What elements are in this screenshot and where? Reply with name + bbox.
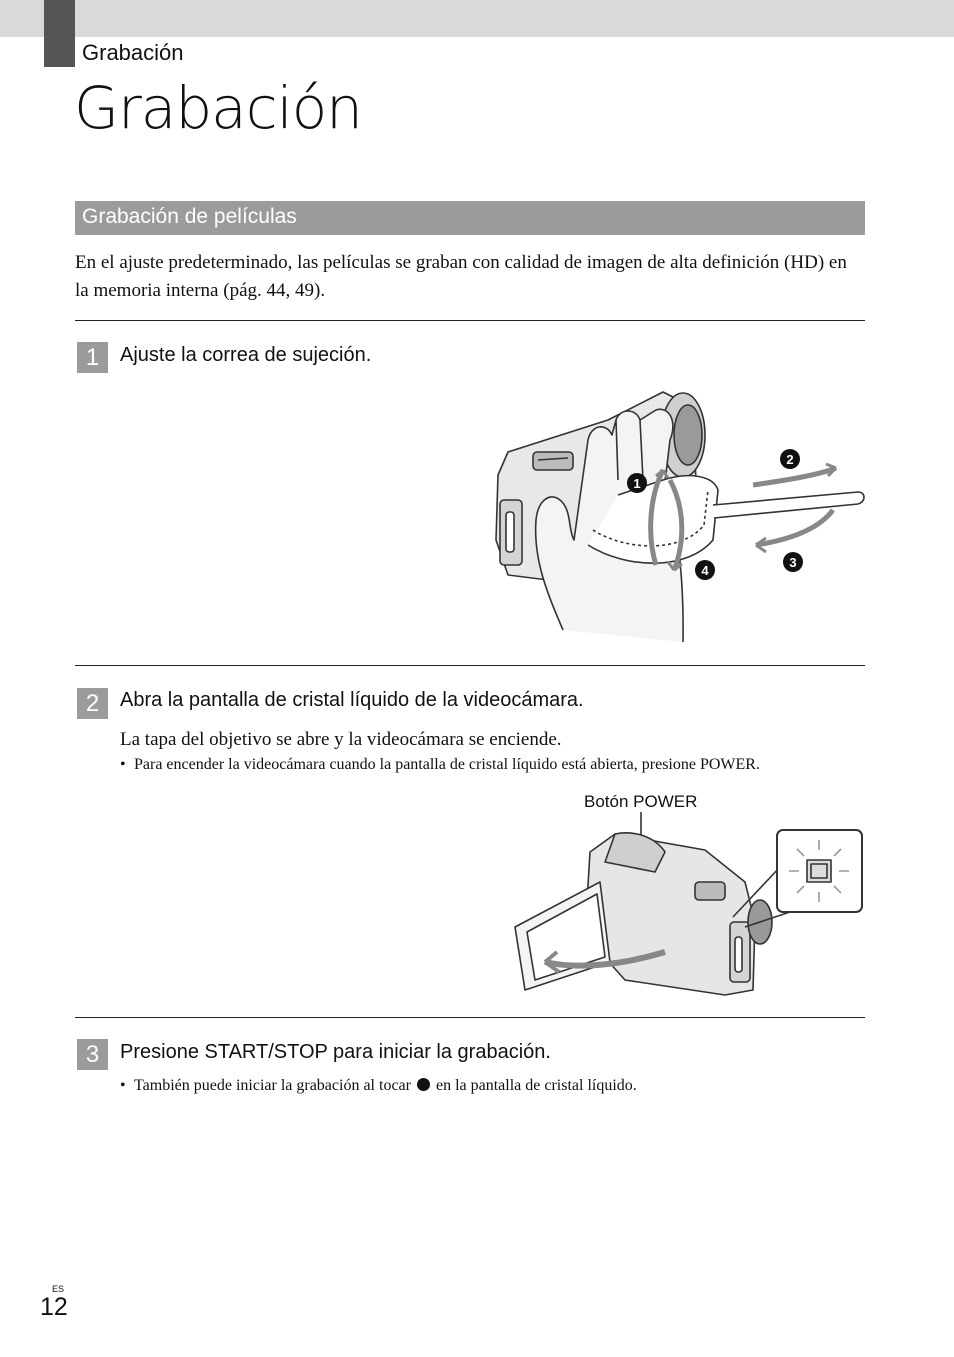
step-2-title: Abra la pantalla de cristal líquido de la videocámara. <box>120 689 584 711</box>
step-1-title: Ajuste la correa de sujeción. <box>120 344 372 366</box>
strap-marker-3: 3 <box>789 555 797 570</box>
subsection-bar <box>75 201 865 235</box>
page-number: 12 <box>40 1293 68 1321</box>
step-1-number: 1 <box>77 342 108 373</box>
power-button-callout: Botón POWER <box>584 792 698 811</box>
divider <box>75 320 865 321</box>
subsection-title: Grabación de películas <box>82 205 297 228</box>
strap-marker-2: 2 <box>786 452 794 467</box>
step-3-bullet-text-after: en la pantalla de cristal líquido. <box>435 1077 637 1094</box>
step-3-bullet <box>120 1077 637 1095</box>
step-2-bullet <box>120 756 760 774</box>
step-2-text: La tapa del objetivo se abre y la videocámara se enciende. <box>120 729 562 750</box>
strap-illustration <box>488 380 868 650</box>
divider <box>75 1017 865 1018</box>
intro-paragraph: En el ajuste predeterminado, las películas se graban con calidad de imagen de alta definición (HD) en la memoria interna (pág. 44, 49). <box>75 252 847 301</box>
step-3-bullet-text-before: También puede iniciar la grabación al tocar <box>134 1077 411 1094</box>
step-2-bullet-text: Para encender la videocámara cuando la pantalla de cristal líquido está abierta, presione POWER. <box>134 756 760 773</box>
step-2-number: 2 <box>77 688 108 719</box>
lcd-open-illustration <box>505 812 870 1002</box>
header-tab-marker <box>44 0 75 67</box>
bullet-dot: • <box>120 756 126 773</box>
bullet-dot: • <box>120 1077 126 1094</box>
step-3-number: 3 <box>77 1039 108 1070</box>
strap-marker-1: 1 <box>633 476 641 491</box>
page-language: ES <box>52 1284 65 1294</box>
divider <box>75 665 865 666</box>
section-label: Grabación <box>82 40 184 65</box>
page-title: Grabación <box>74 74 362 142</box>
strap-marker-4: 4 <box>701 563 709 578</box>
record-icon <box>417 1078 430 1091</box>
step-3-title: Presione START/STOP para iniciar la grabación. <box>120 1041 551 1063</box>
header-band <box>0 0 954 37</box>
